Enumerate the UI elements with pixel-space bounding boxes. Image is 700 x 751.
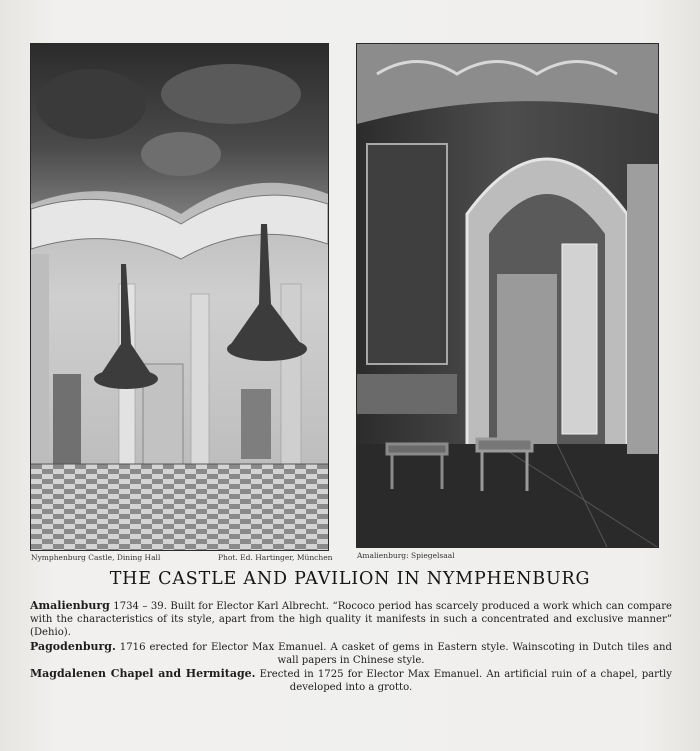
term-magdalenen: Magdalenen Chapel and Hermitage. xyxy=(30,667,256,681)
body-text xyxy=(30,599,672,694)
caption-spiegelsaal: Amalienburg: Spiegelsaal xyxy=(357,551,455,560)
text-magdalenen: Erected in 1725 for Elector Max Emanuel. An artificial ruin of a chapel, partly developed into a grotto. xyxy=(255,669,672,694)
dining-hall-photo xyxy=(31,44,328,550)
dining-hall-illustration xyxy=(31,44,328,550)
spiegelsaal-photo xyxy=(357,44,658,547)
caption-dining-hall: Nymphenburg Castle, Dining Hall xyxy=(31,553,161,562)
paragraph-amalienburg xyxy=(30,599,672,640)
spiegelsaal-illustration xyxy=(357,44,658,547)
text-pagodenburg: 1716 erected for Elector Max Emanuel. A casket of gems in Eastern style. Wainscoting in Dutch tiles and wall papers in Chinese style. xyxy=(115,641,672,666)
term-pagodenburg: Pagodenburg. xyxy=(30,639,116,653)
term-amalienburg: Amalienburg xyxy=(30,599,110,612)
page-heading: THE CASTLE AND PAVILION IN NYMPHENBURG xyxy=(109,569,591,589)
paragraph-magdalenen xyxy=(30,667,672,694)
paragraph-pagodenburg xyxy=(30,640,672,667)
photo-credit: Phot. Ed. Hartinger, München xyxy=(218,553,333,562)
text-amalienburg: 1734 – 39. Built for Elector Karl Albrecht. “Rococo period has scarcely produced a work which can compare with the characteristics of its style, apart from the high quality it manifests in such a concentrated and exclusive manner” (Dehio). xyxy=(30,601,672,639)
